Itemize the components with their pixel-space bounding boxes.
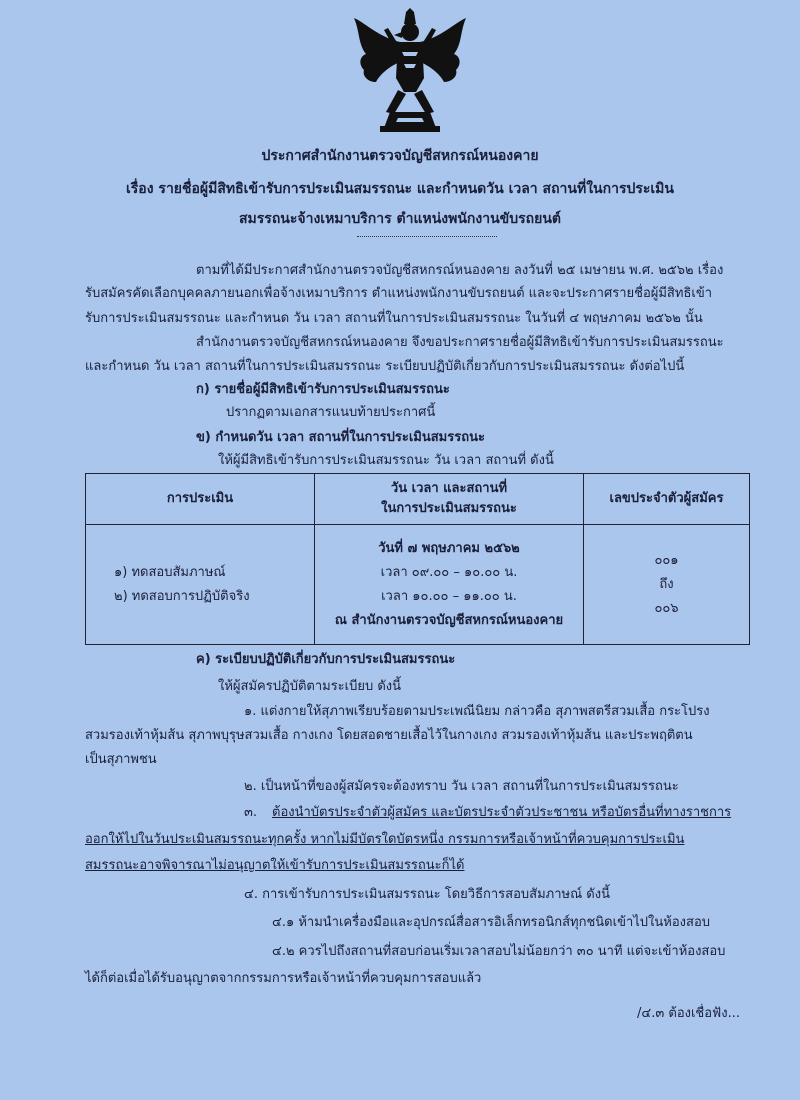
table-header-row bbox=[86, 474, 750, 525]
rule-4-2-line: ได้ก็ต่อเมื่อได้รับอนุญาตจากกรรมการหรือเจ้าหน้าที่ควบคุมการสอบแล้ว bbox=[85, 971, 482, 986]
rule-1-line: เป็นสุภาพชน bbox=[85, 752, 157, 767]
applicant-id-cell bbox=[584, 525, 750, 645]
rule-3-line: ออกให้ไปในวันประเมินสมรรถนะทุกครั้ง หากไม่มีบัตรใดบัตรหนึ่ง กรรมการหรือเจ้าหน้าที่ควบคุมการประเมิน bbox=[85, 832, 685, 847]
assessment-time-2: เวลา ๑๐.๐๐ – ๑๑.๐๐ น. bbox=[381, 588, 517, 604]
assessment-item: ๒) ทดสอบการปฏิบัติจริง bbox=[114, 588, 250, 604]
header-assessment: การประเมิน bbox=[86, 474, 315, 525]
intro-line: สำนักงานตรวจบัญชีสหกรณ์หนองคาย จึงขอประกาศรายชื่อผู้มีสิทธิเข้ารับการประเมินสมรรถนะ bbox=[196, 335, 724, 350]
section-a-heading: ก) รายชื่อผู้มีสิทธิเข้ารับการประเมินสมรรถนะ bbox=[196, 382, 450, 397]
header-applicant-id: เลขประจำตัวผู้สมัคร bbox=[584, 474, 750, 525]
id-to-word: ถึง bbox=[659, 576, 674, 592]
intro-line: ตามที่ได้มีประกาศสำนักงานตรวจบัญชีสหกรณ์หนองคาย ลงวันที่ ๒๕ เมษายน พ.ศ. ๒๕๖๒ เรื่อง bbox=[196, 263, 724, 278]
assessment-place: ณ สำนักงานตรวจบัญชีสหกรณ์หนองคาย bbox=[334, 612, 564, 628]
rule-3-line: ต้องนำบัตรประจำตัวผู้สมัคร และบัตรประจำตัวประชาชน หรือบัตรอื่นที่ทางราชการ bbox=[272, 805, 732, 820]
garuda-emblem-icon bbox=[350, 8, 470, 134]
id-from: ๐๐๑ bbox=[654, 552, 679, 568]
intro-line: และกำหนด วัน เวลา สถานที่ในการประเมินสมรรถนะ ระเบียบปฏิบัติเกี่ยวกับการประเมินสมรรถนะ ดังต่อไปนี้ bbox=[85, 359, 685, 374]
assessment-cell bbox=[86, 525, 315, 645]
assessment-item: ๑) ทดสอบสัมภาษณ์ bbox=[114, 564, 226, 580]
continuation-note: /๔.๓ ต้องเชื่อฟัง... bbox=[637, 1006, 740, 1021]
rule-4: ๔. การเข้ารับการประเมินสมรรถนะ โดยวิธีการสอบสัมภาษณ์ ดังนี้ bbox=[244, 887, 610, 902]
rule-3-line: สมรรถนะอาจพิจารณาไม่อนุญาตให้เข้ารับการประเมินสมรรถนะก็ได้ bbox=[85, 858, 465, 873]
subject-line-2: สมรรถนะจ้างเหมาบริการ ตำแหน่งพนักงานขับรถยนต์ bbox=[239, 211, 561, 227]
assessment-date: วันที่ ๗ พฤษภาคม ๒๕๖๒ bbox=[378, 540, 520, 556]
assessment-time-1: เวลา ๐๙.๐๐ – ๑๐.๐๐ น. bbox=[380, 564, 518, 580]
subject-line-1: เรื่อง รายชื่อผู้มีสิทธิเข้ารับการประเมินสมรรถนะ และกำหนดวัน เวลา สถานที่ในการประเมิน bbox=[126, 181, 674, 197]
intro-line: รับการประเมินสมรรถนะ และกำหนด วัน เวลา สถานที่ในการประเมินสมรรถนะ ในวันที่ ๔ พฤษภาคม ๒๕๖๒ นั้น bbox=[85, 311, 703, 326]
rule-1-line: สวมรองเท้าหุ้มส้น สุภาพบุรุษสวมเสื้อ กางเกง โดยสอดชายเสื้อไว้ในกางเกง สวมรองเท้าหุ้มส้น และประพฤติตน bbox=[85, 728, 693, 743]
id-to: ๐๐๖ bbox=[654, 600, 679, 616]
header-datetime-line1: วัน เวลา และสถานที่ bbox=[390, 481, 508, 496]
section-c-heading: ค) ระเบียบปฏิบัติเกี่ยวกับการประเมินสมรรถนะ bbox=[196, 652, 456, 667]
header-datetime-line2: ในการประเมินสมรรถนะ bbox=[381, 501, 517, 516]
intro-line: รับสมัครคัดเลือกบุคคลภายนอกเพื่อจ้างเหมาบริการ ตำแหน่งพนักงานขับรถยนต์ และจะประกาศรายชื่อผู้มีสิทธิเข้า bbox=[85, 286, 713, 301]
section-c-intro: ให้ผู้สมัครปฏิบัติตามระเบียบ ดังนี้ bbox=[218, 679, 402, 694]
rule-4-1: ๔.๑ ห้ามนำเครื่องมือและอุปกรณ์สื่อสารอิเล็กทรอนิกส์ทุกชนิดเข้าไปในห้องสอบ bbox=[272, 915, 711, 930]
section-a-text: ปรากฏตามเอกสารแนบท้ายประกาศนี้ bbox=[226, 405, 436, 420]
table-row bbox=[86, 525, 750, 645]
rule-4-2-line: ๔.๒ ควรไปถึงสถานที่สอบก่อนเริ่มเวลาสอบไม่น้อยกว่า ๓๐ นาที แต่จะเข้าห้องสอบ bbox=[272, 944, 726, 959]
rule-1-line: ๑. แต่งกายให้สุภาพเรียบร้อยตามประเพณีนิยม กล่าวคือ สุภาพสตรีสวมเสื้อ กระโปรง bbox=[244, 704, 710, 719]
dotted-separator bbox=[357, 236, 497, 237]
section-b-text: ให้ผู้มีสิทธิเข้ารับการประเมินสมรรถนะ วัน เวลา สถานที่ ดังนี้ bbox=[218, 453, 554, 468]
schedule-table bbox=[85, 473, 750, 645]
rule-3-number: ๓. bbox=[244, 805, 258, 820]
datetime-cell bbox=[315, 525, 584, 645]
header-datetime-place bbox=[315, 474, 584, 525]
section-b-heading: ข) กำหนดวัน เวลา สถานที่ในการประเมินสมรรถนะ bbox=[196, 430, 485, 445]
rule-2: ๒. เป็นหน้าที่ของผู้สมัครจะต้องทราบ วัน เวลา สถานที่ในการประเมินสมรรถนะ bbox=[244, 779, 679, 794]
announcement-title: ประกาศสำนักงานตรวจบัญชีสหกรณ์หนองคาย bbox=[261, 148, 539, 164]
